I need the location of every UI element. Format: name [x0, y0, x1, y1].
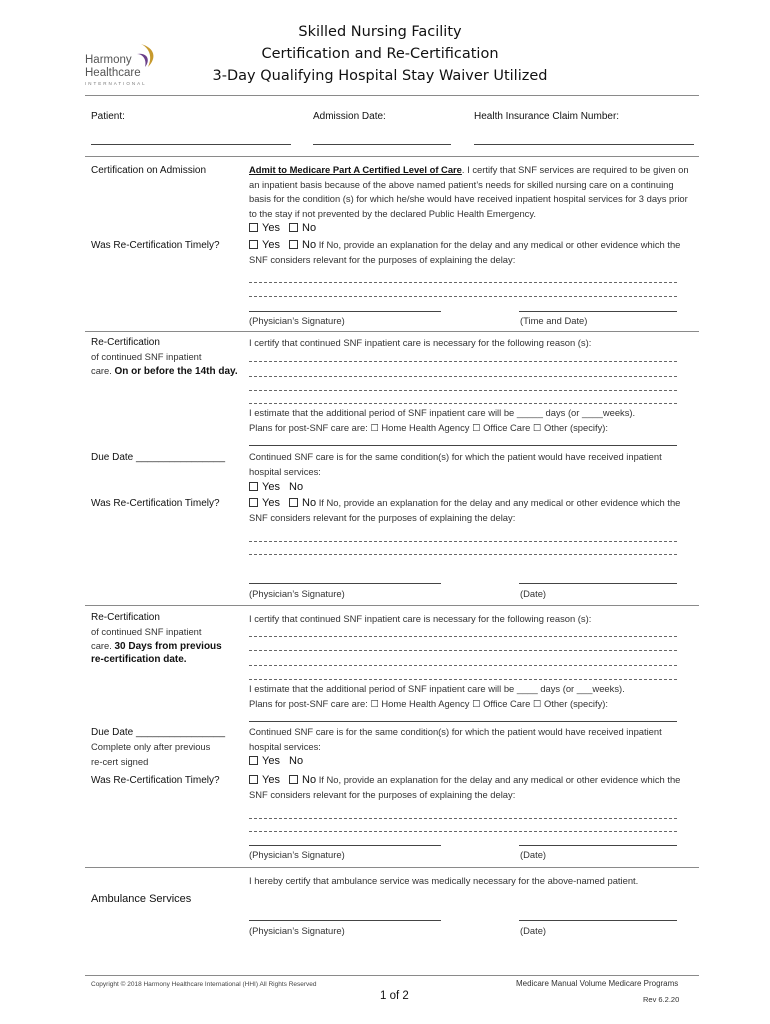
- timely-yes-checkbox[interactable]: [249, 498, 258, 507]
- admission-date-label: Admission Date:: [313, 111, 386, 122]
- timely-label: Was Re-Certification Timely?: [91, 240, 220, 251]
- due-note-2: re-cert signed: [91, 756, 149, 767]
- date-line[interactable]: [519, 583, 677, 584]
- explain-line[interactable]: [249, 831, 677, 832]
- signature-line[interactable]: [249, 583, 441, 584]
- copyright: Copyright © 2018 Harmony Healthcare International (HHI) All Rights Reserved: [91, 981, 317, 988]
- signature-caption: (Physician’s Signature): [249, 315, 345, 326]
- footer-divider: [85, 975, 699, 976]
- timely-no-checkbox[interactable]: [289, 240, 298, 249]
- timely-row: Yes No If No, provide an explanation for the delay and any medical or other evidence which the SNF considers relevant for the purposes of explaining the delay:: [249, 239, 681, 265]
- explain-line[interactable]: [249, 296, 677, 297]
- recert-sub2: care. 30 Days from previous: [91, 640, 222, 652]
- reason-line[interactable]: [249, 361, 677, 362]
- explain-line[interactable]: [249, 541, 677, 542]
- certify-reasons: I certify that continued SNF inpatient care is necessary for the following reason (s):: [249, 613, 592, 624]
- claim-number-label: Health Insurance Claim Number:: [474, 111, 620, 122]
- plans-line[interactable]: [249, 445, 677, 446]
- same-yes-checkbox[interactable]: [249, 756, 258, 765]
- reason-line[interactable]: [249, 376, 677, 377]
- ambulance-services-label: Ambulance Services: [91, 893, 192, 905]
- timely-label: Was Re-Certification Timely?: [91, 775, 220, 786]
- recert-sub2: care. On or before the 14th day.: [91, 365, 238, 377]
- reason-line[interactable]: [249, 679, 677, 680]
- date-line[interactable]: [519, 845, 677, 846]
- reason-line[interactable]: [249, 636, 677, 637]
- page-number: 1 of 2: [380, 990, 409, 1002]
- section-divider: [85, 867, 699, 868]
- due-date: Due Date ________________: [91, 452, 226, 463]
- date-line[interactable]: [519, 920, 677, 921]
- reason-line[interactable]: [249, 650, 677, 651]
- patient-field[interactable]: [91, 144, 291, 145]
- date-caption: (Date): [520, 925, 547, 936]
- date-caption: (Date): [520, 588, 547, 599]
- recert-sub1: of continued SNF inpatient: [91, 626, 202, 637]
- recertification-label: Re-Certification: [91, 337, 160, 348]
- date-caption: (Time and Date): [520, 315, 588, 326]
- admission-date-field[interactable]: [313, 144, 451, 145]
- signature-line[interactable]: [249, 311, 441, 312]
- timely-no-checkbox[interactable]: [289, 498, 298, 507]
- claim-number-field[interactable]: [474, 144, 694, 145]
- section-divider: [85, 156, 699, 157]
- recert-sub3: re-certification date.: [91, 654, 187, 665]
- header-divider: [85, 95, 699, 96]
- revision: Rev 6.2.20: [643, 995, 680, 1004]
- certify-reasons: I certify that continued SNF inpatient care is necessary for the following reason (s):: [249, 337, 592, 348]
- admit-yes-no: Yes No: [249, 222, 316, 234]
- signature-caption: (Physician’s Signature): [249, 588, 345, 599]
- timely-yes-checkbox[interactable]: [249, 775, 258, 784]
- reason-line[interactable]: [249, 403, 677, 404]
- timely-row: Yes No If No, provide an explanation for the delay and any medical or other evidence which the SNF considers relevant for the purposes of explaining the delay:: [249, 774, 681, 800]
- plans-text: Plans for post-SNF care are: ☐ Home Health Agency ☐ Office Care ☐ Other (specify):: [249, 422, 609, 433]
- same-condition-text: Continued SNF care is for the same condition(s) for which the patient would have received inpatient hospital services:: [249, 726, 662, 752]
- timely-yes-checkbox[interactable]: [249, 240, 258, 249]
- timely-row: Yes No If No, provide an explanation for the delay and any medical or other evidence which the SNF considers relevant for the purposes of explaining the delay:: [249, 497, 681, 523]
- recertification-label: Re-Certification: [91, 612, 160, 623]
- due-date: Due Date ________________: [91, 727, 226, 738]
- plans-text: Plans for post-SNF care are: ☐ Home Health Agency ☐ Office Care ☐ Other (specify):: [249, 698, 609, 709]
- date-caption: (Date): [520, 849, 547, 860]
- logo-subtitle: INTERNATIONAL: [85, 81, 147, 86]
- estimate-text: I estimate that the additional period of SNF inpatient care will be ____ days (or ___weeks).: [249, 683, 625, 694]
- ambulance-text: I hereby certify that ambulance service was medically necessary for the above-named patient.: [249, 875, 639, 886]
- explain-line[interactable]: [249, 554, 677, 555]
- patient-label: Patient:: [91, 111, 125, 122]
- certification-on-admission-label: Certification on Admission: [91, 165, 207, 176]
- same-yes-no: Yes No: [249, 481, 303, 493]
- reason-line[interactable]: [249, 665, 677, 666]
- signature-caption: (Physician’s Signature): [249, 925, 345, 936]
- admit-no-checkbox[interactable]: [289, 223, 298, 232]
- signature-caption: (Physician’s Signature): [249, 849, 345, 860]
- due-note-1: Complete only after previous: [91, 741, 211, 752]
- same-yes-checkbox[interactable]: [249, 482, 258, 491]
- same-condition-text: Continued SNF care is for the same condition(s) for which the patient would have received inpatient hospital services:: [249, 451, 662, 477]
- timely-label: Was Re-Certification Timely?: [91, 498, 220, 509]
- timely-no-checkbox[interactable]: [289, 775, 298, 784]
- reason-line[interactable]: [249, 390, 677, 391]
- recert-sub1: of continued SNF inpatient: [91, 351, 202, 362]
- admit-yes-checkbox[interactable]: [249, 223, 258, 232]
- signature-line[interactable]: [249, 845, 441, 846]
- logo-text: Harmony Healthcare: [85, 54, 141, 79]
- section-divider: [85, 605, 699, 606]
- explain-line[interactable]: [249, 818, 677, 819]
- date-line[interactable]: [519, 311, 677, 312]
- manual-reference: Medicare Manual Volume Medicare Programs: [516, 979, 679, 988]
- document-title: Skilled Nursing Facility Certification and Re-Certification 3-Day Qualifying Hospital Stay Waiver Utilized: [212, 24, 548, 84]
- explain-line[interactable]: [249, 282, 677, 283]
- estimate-text: I estimate that the additional period of SNF inpatient care will be _____ days (or ____weeks).: [249, 407, 636, 418]
- plans-line[interactable]: [249, 721, 677, 722]
- admit-paragraph: Admit to Medicare Part A Certified Level of Care. I certify that SNF services are required to be given on an inpatient basis because of the above named patient’s needs for skilled nursing care on a continuing basis for the condition (s) for which he/she would have received inpatient hospital services for 3 days prior to the stay if not prevented by the declared Public Health Emergency.: [249, 164, 689, 219]
- same-yes-no: Yes No: [249, 755, 303, 767]
- signature-line[interactable]: [249, 920, 441, 921]
- section-divider: [85, 331, 699, 332]
